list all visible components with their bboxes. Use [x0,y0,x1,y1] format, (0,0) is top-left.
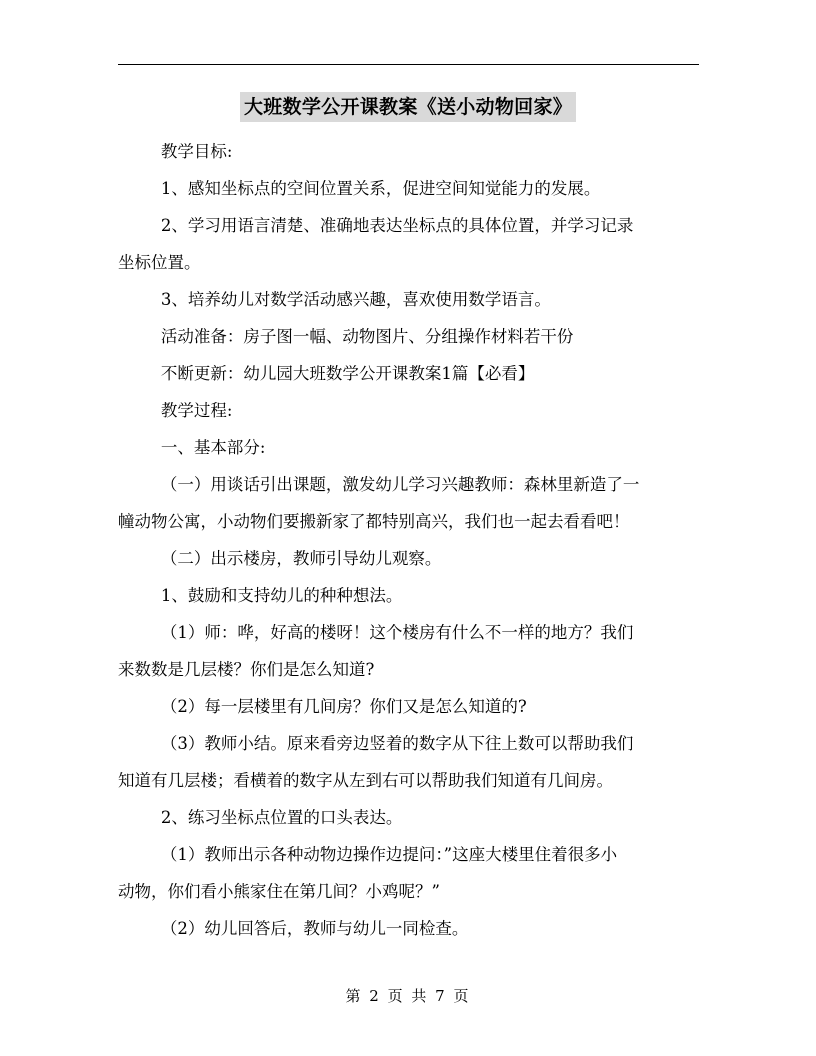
paragraph-continuation: 幢动物公寓，小动物们要搬新家了都特别高兴，我们也一起去看看吧！ [118,512,630,531]
paragraph: 2、学习用语言清楚、准确地表达坐标点的具体位置，并学习记录 [160,216,634,235]
paragraph: 不断更新：幼儿园大班数学公开课教案1篇【必看】 [160,364,535,383]
paragraph: （2）每一层楼里有几间房？你们又是怎么知道的? [160,697,527,716]
header-rule [118,64,699,65]
paragraph: （1）教师出示各种动物边操作边提问：”这座大楼里住着很多小 [160,845,618,864]
paragraph: （一）用谈话引出课题，激发幼儿学习兴趣教师：森林里新造了一 [160,475,640,494]
paragraph: （二）出示楼房，教师引导幼儿观察。 [160,549,442,568]
paragraph-continuation: 来数数是几层楼？你们是怎么知道? [118,660,375,679]
page-number-footer: 第 2 页 共 7 页 [345,987,471,1005]
paragraph-continuation: 动物，你们看小熊家住在第几间？小鸡呢？” [118,882,440,901]
paragraph: 教学目标: [160,142,233,161]
paragraph: （3）教师小结。原来看旁边竖着的数字从下往上数可以帮助我们 [160,734,634,753]
document-title: 大班数学公开课教案《送小动物回家》 [240,92,576,122]
paragraph: 一、基本部分: [160,438,266,457]
paragraph-continuation: 知道有几层楼；看横着的数字从左到右可以帮助我们知道有几间房。 [118,771,613,790]
paragraph: 活动准备：房子图一幅、动物图片、分组操作材料若干份 [160,327,574,346]
paragraph: 教学过程: [160,401,233,420]
paragraph: 1、鼓励和支持幼儿的种种想法。 [160,586,403,605]
document-body [118,133,698,947]
paragraph-continuation: 坐标位置。 [118,253,201,272]
paragraph: （1）师：哗，好高的楼呀！这个楼房有什么不一样的地方？我们 [160,623,634,642]
paragraph: 2、练习坐标点位置的口头表达。 [160,808,403,827]
title-container [0,92,816,122]
paragraph: （2）幼儿回答后，教师与幼儿一同检查。 [160,919,469,938]
paragraph: 1、感知坐标点的空间位置关系，促进空间知觉能力的发展。 [160,179,601,198]
paragraph: 3、培养幼儿对数学活动感兴趣，喜欢使用数学语言。 [160,290,551,309]
